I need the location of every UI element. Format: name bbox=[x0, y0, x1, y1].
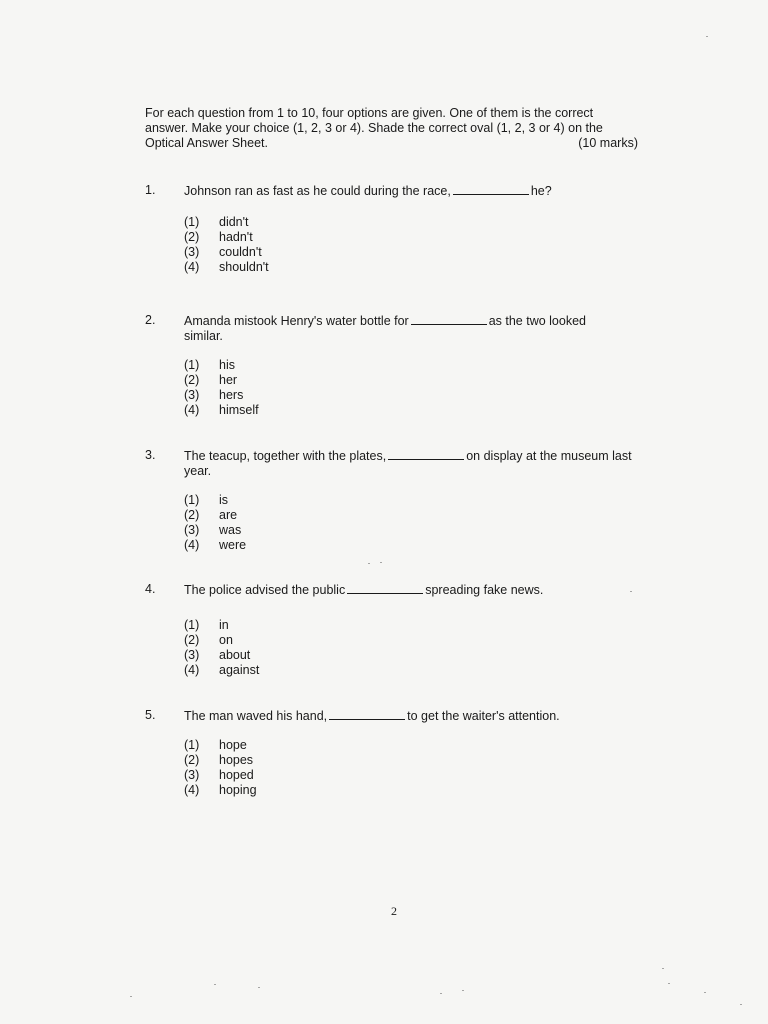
option-text: hadn't bbox=[219, 230, 253, 244]
scan-speck bbox=[668, 983, 670, 984]
option-1 bbox=[184, 493, 246, 508]
page-number: 2 bbox=[391, 904, 397, 918]
stem-before-blank: The teacup, together with the plates, bbox=[184, 449, 387, 463]
option-4 bbox=[184, 260, 269, 275]
instructions-line-1: For each question from 1 to 10, four options are given. One of them is the correct bbox=[145, 106, 594, 120]
options-list bbox=[184, 493, 246, 553]
stem-after-blank: on display at the museum last year. bbox=[184, 449, 632, 478]
option-text: his bbox=[219, 358, 235, 372]
options-list bbox=[184, 358, 259, 418]
stem-before-blank: Johnson ran as fast as he could during the race, bbox=[184, 184, 451, 198]
option-number: (3) bbox=[184, 388, 200, 402]
option-number: (2) bbox=[184, 373, 200, 387]
option-3 bbox=[184, 768, 257, 783]
option-4 bbox=[184, 663, 259, 678]
option-2 bbox=[184, 753, 257, 768]
option-number: (1) bbox=[184, 618, 200, 632]
question-number: 1. bbox=[145, 183, 156, 197]
option-1 bbox=[184, 358, 259, 373]
option-3 bbox=[184, 388, 259, 403]
stem-after-blank: spreading fake news. bbox=[425, 583, 544, 597]
option-number: (4) bbox=[184, 663, 200, 677]
option-text: didn't bbox=[219, 215, 249, 229]
stem-after-blank: as the two looked similar. bbox=[184, 314, 586, 343]
option-number: (1) bbox=[184, 738, 200, 752]
option-number: (2) bbox=[184, 633, 200, 647]
instructions bbox=[145, 106, 638, 151]
option-2 bbox=[184, 633, 259, 648]
option-number: (4) bbox=[184, 783, 200, 797]
question-stem bbox=[184, 582, 634, 598]
option-number: (1) bbox=[184, 493, 200, 507]
option-text: are bbox=[219, 508, 238, 522]
option-3 bbox=[184, 648, 259, 663]
option-number: (3) bbox=[184, 768, 200, 782]
option-number: (3) bbox=[184, 245, 200, 259]
question-number: 5. bbox=[145, 708, 156, 722]
option-text: on bbox=[219, 633, 233, 647]
option-2 bbox=[184, 373, 259, 388]
option-1 bbox=[184, 215, 269, 230]
scan-speck bbox=[662, 968, 664, 969]
stem-after-blank: to get the waiter's attention. bbox=[407, 709, 560, 723]
option-number: (1) bbox=[184, 215, 200, 229]
answer-blank bbox=[347, 582, 423, 594]
option-text: is bbox=[219, 493, 229, 507]
scan-speck bbox=[368, 563, 370, 564]
option-text: in bbox=[219, 618, 229, 632]
option-text: against bbox=[219, 663, 260, 677]
option-number: (2) bbox=[184, 508, 200, 522]
instructions-line-3: Optical Answer Sheet. bbox=[145, 136, 268, 150]
stem-before-blank: The man waved his hand, bbox=[184, 709, 328, 723]
options-list bbox=[184, 618, 259, 678]
answer-blank bbox=[388, 448, 464, 460]
scan-speck bbox=[380, 562, 382, 563]
scan-speck bbox=[704, 992, 706, 993]
scan-speck bbox=[440, 993, 442, 994]
option-text: hoping bbox=[219, 783, 257, 797]
option-number: (4) bbox=[184, 260, 200, 274]
question-stem bbox=[184, 708, 634, 724]
option-text: hope bbox=[219, 738, 247, 752]
options-list bbox=[184, 215, 269, 275]
scan-speck bbox=[740, 1004, 742, 1005]
option-2 bbox=[184, 508, 246, 523]
stem-before-blank: Amanda mistook Henry's water bottle for bbox=[184, 314, 409, 328]
option-number: (4) bbox=[184, 538, 200, 552]
option-text: shouldn't bbox=[219, 260, 269, 274]
option-1 bbox=[184, 618, 259, 633]
scan-speck bbox=[462, 990, 464, 991]
question-number: 3. bbox=[145, 448, 156, 462]
option-text: hoped bbox=[219, 768, 254, 782]
answer-blank bbox=[411, 313, 487, 325]
marks-label: (10 marks) bbox=[578, 136, 638, 150]
option-text: about bbox=[219, 648, 251, 662]
option-text: her bbox=[219, 373, 238, 387]
option-text: hers bbox=[219, 388, 244, 402]
options-list bbox=[184, 738, 257, 798]
option-number: (3) bbox=[184, 523, 200, 537]
option-text: couldn't bbox=[219, 245, 262, 259]
option-1 bbox=[184, 738, 257, 753]
scan-speck bbox=[214, 984, 216, 985]
option-2 bbox=[184, 230, 269, 245]
answer-blank bbox=[453, 183, 529, 195]
option-4 bbox=[184, 403, 259, 418]
option-number: (1) bbox=[184, 358, 200, 372]
option-number: (2) bbox=[184, 230, 200, 244]
answer-blank bbox=[329, 708, 405, 720]
question-number: 4. bbox=[145, 582, 156, 596]
scan-speck bbox=[706, 36, 708, 37]
stem-before-blank: The police advised the public bbox=[184, 583, 346, 597]
stem-after-blank: he? bbox=[530, 184, 552, 198]
option-4 bbox=[184, 538, 246, 553]
scan-speck bbox=[630, 591, 632, 592]
scan-speck bbox=[258, 987, 260, 988]
option-3 bbox=[184, 523, 246, 538]
option-3 bbox=[184, 245, 269, 260]
option-number: (3) bbox=[184, 648, 200, 662]
option-text: was bbox=[219, 523, 242, 537]
option-text: hopes bbox=[219, 753, 254, 767]
question-number: 2. bbox=[145, 313, 156, 327]
instructions-line-3-row bbox=[145, 136, 638, 151]
question-stem bbox=[184, 183, 584, 199]
instructions-line-2: answer. Make your choice (1, 2, 3 or 4). Shade the correct oval (1, 2, 3 or 4) on the bbox=[145, 121, 603, 135]
option-number: (4) bbox=[184, 403, 200, 417]
question-stem bbox=[184, 448, 639, 479]
option-number: (2) bbox=[184, 753, 200, 767]
option-4 bbox=[184, 783, 257, 798]
scan-speck bbox=[130, 996, 132, 997]
question-stem bbox=[184, 313, 614, 344]
option-text: himself bbox=[219, 403, 259, 417]
option-text: were bbox=[219, 538, 247, 552]
